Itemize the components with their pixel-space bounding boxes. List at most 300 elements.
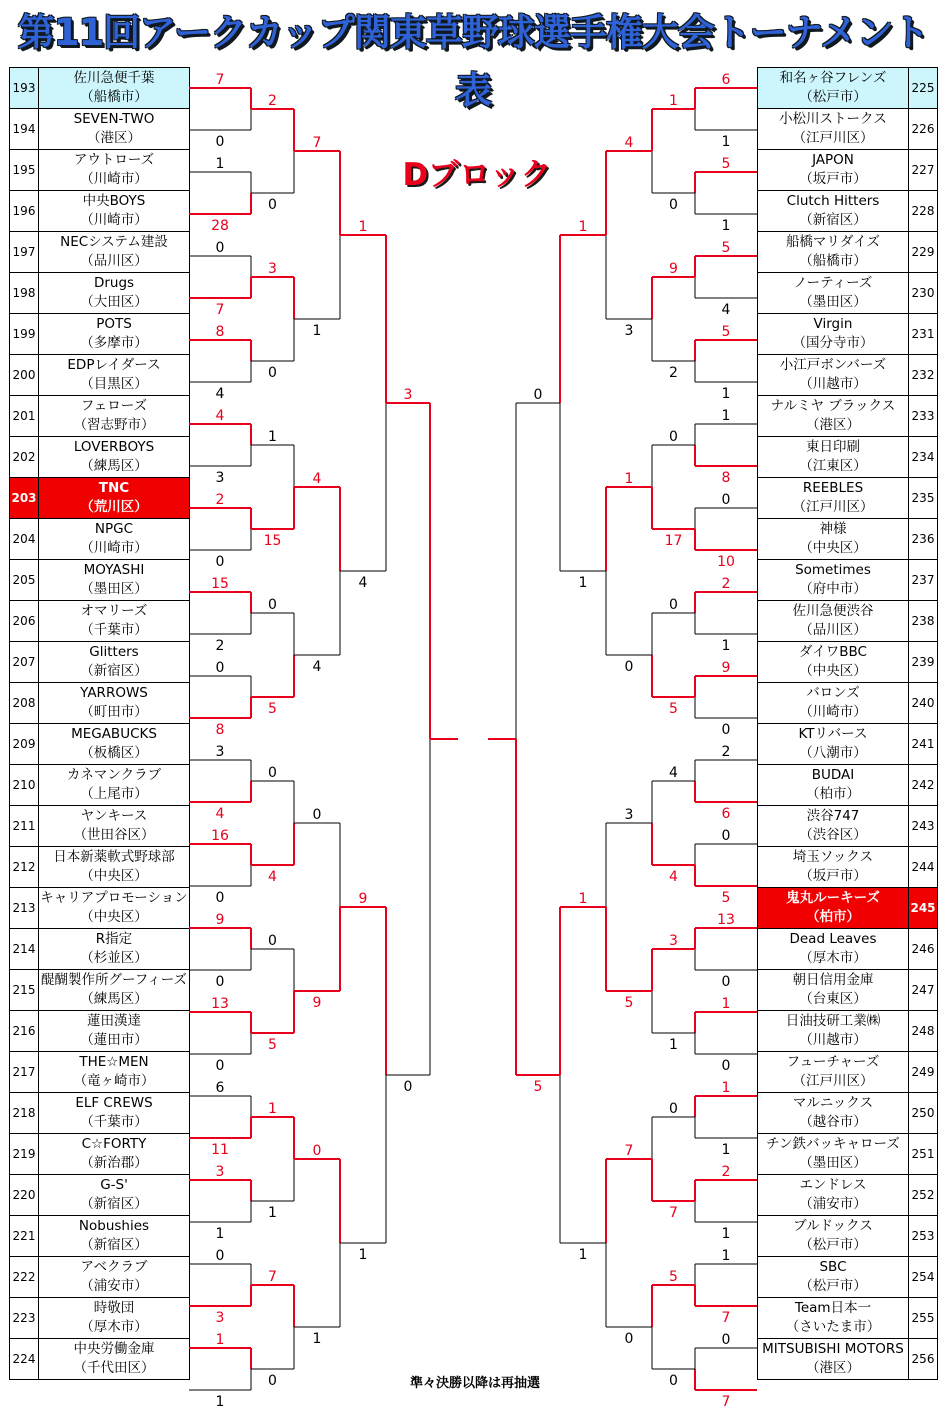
team-name: 醍醐製作所グーフィーズ bbox=[40, 972, 188, 988]
score-label: 1 bbox=[578, 219, 588, 235]
team-number: 236 bbox=[909, 519, 938, 560]
score-label: 0 bbox=[721, 974, 731, 990]
score-label: 7 bbox=[312, 135, 322, 151]
team-number: 256 bbox=[909, 1339, 938, 1380]
team-city: （坂戸市） bbox=[799, 868, 867, 884]
team-city: （府中市） bbox=[799, 581, 867, 597]
team-city: （越谷市） bbox=[799, 1114, 867, 1130]
team-city: （台東区） bbox=[799, 991, 867, 1007]
score-label: 0 bbox=[624, 1331, 634, 1347]
score-label: 5 bbox=[721, 156, 731, 172]
team-name: 日油技研工業㈱ bbox=[785, 1013, 881, 1029]
team-number: 217 bbox=[10, 1052, 39, 1093]
score-label: 2 bbox=[215, 638, 225, 654]
team-name: MEGABUCKS bbox=[71, 726, 157, 742]
team-number: 204 bbox=[10, 519, 39, 560]
score-label: 1 bbox=[721, 134, 731, 150]
score-label: 0 bbox=[721, 828, 731, 844]
team-number: 213 bbox=[10, 888, 39, 929]
score-label: 7 bbox=[215, 302, 225, 318]
team-city: （柏市） bbox=[806, 786, 860, 802]
team-name: YARROWS bbox=[80, 685, 148, 701]
team-number: 247 bbox=[909, 970, 938, 1011]
score-label: 4 bbox=[215, 386, 225, 402]
score-label: 4 bbox=[624, 135, 634, 151]
team-city: （墨田区） bbox=[799, 294, 867, 310]
score-label: 1 bbox=[721, 386, 731, 402]
score-label: 1 bbox=[215, 1332, 225, 1348]
score-label: 3 bbox=[215, 744, 225, 760]
team-name: フェローズ bbox=[80, 398, 148, 414]
team-number: 207 bbox=[10, 642, 39, 683]
team-number: 221 bbox=[10, 1216, 39, 1257]
score-label: 1 bbox=[721, 1248, 731, 1264]
team-number: 254 bbox=[909, 1257, 938, 1298]
team-number: 249 bbox=[909, 1052, 938, 1093]
team-number: 223 bbox=[10, 1298, 39, 1339]
team-city: （港区） bbox=[806, 417, 860, 433]
team-number: 250 bbox=[909, 1093, 938, 1134]
score-label: 0 bbox=[669, 1101, 678, 1117]
score-label: 0 bbox=[215, 890, 225, 906]
score-label: 1 bbox=[312, 323, 322, 339]
score-label: 0 bbox=[721, 492, 731, 508]
team-name: ナルミヤ ブラックス bbox=[770, 398, 896, 414]
team-number: 194 bbox=[10, 109, 39, 150]
team-number: 255 bbox=[909, 1298, 938, 1339]
team-city: （国分寺市） bbox=[792, 335, 874, 351]
score-label: 3 bbox=[669, 933, 678, 949]
score-label: 1 bbox=[721, 996, 731, 1012]
team-number: 239 bbox=[909, 642, 938, 683]
score-label: 0 bbox=[215, 240, 225, 256]
team-name: ブルドックス bbox=[793, 1218, 873, 1234]
team-city: （川崎市） bbox=[80, 212, 148, 228]
team-number: 214 bbox=[10, 929, 39, 970]
score-label: 5 bbox=[721, 240, 731, 256]
team-number: 234 bbox=[909, 437, 938, 478]
team-number: 215 bbox=[10, 970, 39, 1011]
score-label: 0 bbox=[215, 134, 225, 150]
score-label: 2 bbox=[721, 744, 731, 760]
score-label: 4 bbox=[215, 806, 225, 822]
team-city: （墨田区） bbox=[80, 581, 148, 597]
score-label: 28 bbox=[211, 218, 229, 234]
page-title: 第11回アークカップ関東草野球選手権大会トーナメント表 bbox=[17, 11, 929, 112]
score-label: 5 bbox=[268, 701, 277, 717]
score-label: 1 bbox=[669, 1037, 678, 1053]
score-label: 7 bbox=[268, 1269, 277, 1285]
score-label: 1 bbox=[358, 1247, 368, 1263]
score-label: 1 bbox=[578, 1247, 588, 1263]
team-city: （厚木市） bbox=[80, 1319, 148, 1335]
team-number: 193 bbox=[10, 68, 39, 109]
team-city: （浦安市） bbox=[80, 1278, 148, 1294]
team-name: POTS bbox=[96, 316, 132, 332]
team-name: 朝日信用金庫 bbox=[792, 972, 874, 988]
team-number: 235 bbox=[909, 478, 938, 519]
score-label: 0 bbox=[721, 1332, 731, 1348]
score-label: 5 bbox=[721, 890, 731, 906]
team-city: （川崎市） bbox=[80, 540, 148, 556]
score-label: 1 bbox=[215, 1394, 225, 1410]
score-label: 3 bbox=[215, 1310, 225, 1326]
team-city: （蓮田市） bbox=[80, 1032, 148, 1048]
score-label: 0 bbox=[624, 659, 634, 675]
team-name: C☆FORTY bbox=[81, 1136, 147, 1152]
team-name: 小松川ストークス bbox=[779, 111, 887, 127]
team-city: （江戸川区） bbox=[792, 499, 874, 515]
score-label: 1 bbox=[312, 1331, 322, 1347]
team-number: 202 bbox=[10, 437, 39, 478]
team-city: （港区） bbox=[806, 1360, 860, 1376]
team-city: （板橋区） bbox=[80, 745, 148, 761]
score-label: 0 bbox=[215, 1058, 225, 1074]
score-label: 5 bbox=[669, 701, 678, 717]
team-name: 船橋マリダイズ bbox=[785, 234, 881, 250]
score-label: 1 bbox=[721, 1080, 731, 1096]
team-number: 233 bbox=[909, 396, 938, 437]
team-number: 198 bbox=[10, 273, 39, 314]
score-label: 0 bbox=[215, 974, 225, 990]
team-number: 203 bbox=[10, 478, 39, 519]
team-name: ヤンキース bbox=[80, 808, 148, 824]
score-label: 7 bbox=[215, 72, 225, 88]
score-label: 6 bbox=[721, 72, 731, 88]
team-name: 神様 bbox=[819, 521, 847, 537]
team-number: 244 bbox=[909, 847, 938, 888]
team-number: 208 bbox=[10, 683, 39, 724]
team-number: 253 bbox=[909, 1216, 938, 1257]
team-number: 209 bbox=[10, 724, 39, 765]
score-label: 6 bbox=[721, 806, 731, 822]
team-name: カネマンクラブ bbox=[66, 767, 162, 783]
score-label: 0 bbox=[215, 1248, 225, 1264]
team-name: ノーティーズ bbox=[793, 275, 873, 291]
team-city: （川越市） bbox=[799, 376, 867, 392]
team-city: （千葉市） bbox=[80, 1114, 148, 1130]
team-city: （中央区） bbox=[80, 909, 148, 925]
team-city: （船橋市） bbox=[799, 253, 867, 269]
team-name: BUDAI bbox=[811, 767, 855, 783]
score-label: 7 bbox=[721, 1310, 731, 1326]
score-label: 16 bbox=[211, 828, 229, 844]
team-number: 199 bbox=[10, 314, 39, 355]
team-city: （川崎市） bbox=[80, 171, 148, 187]
team-name: 小江戸ボンバーズ bbox=[779, 357, 887, 373]
team-name: 埼玉ソックス bbox=[792, 849, 874, 865]
score-label: 0 bbox=[268, 597, 277, 613]
score-label: 4 bbox=[312, 471, 322, 487]
team-name: Team日本一 bbox=[794, 1300, 872, 1316]
team-city: （中央区） bbox=[799, 663, 867, 679]
score-label: 1 bbox=[215, 1226, 225, 1242]
team-name: Sometimes bbox=[795, 562, 871, 578]
team-city: （千代田区） bbox=[73, 1360, 155, 1376]
score-label: 4 bbox=[268, 869, 277, 885]
team-name: MITSUBISHI MOTORS bbox=[762, 1341, 904, 1357]
team-name: SEVEN-TWO bbox=[73, 111, 155, 127]
team-name: マルニックス bbox=[792, 1095, 874, 1111]
team-city: （荒川区） bbox=[80, 499, 148, 515]
team-number: 197 bbox=[10, 232, 39, 273]
score-label: 11 bbox=[211, 1142, 229, 1158]
score-label: 2 bbox=[215, 492, 225, 508]
team-name: 時敬団 bbox=[93, 1300, 135, 1316]
team-name: TNC bbox=[98, 480, 130, 496]
score-label: 3 bbox=[624, 323, 634, 339]
score-label: 10 bbox=[717, 554, 735, 570]
team-city: （墨田区） bbox=[799, 1155, 867, 1171]
team-number: 211 bbox=[10, 806, 39, 847]
team-name: LOVERBOYS bbox=[73, 439, 155, 455]
team-name: 蓮田漢達 bbox=[87, 1013, 141, 1029]
score-label: 0 bbox=[403, 1079, 413, 1095]
team-name: チン鉄バッキャローズ bbox=[766, 1136, 900, 1152]
team-name: EDPレイダース bbox=[67, 357, 161, 373]
team-city: （千葉市） bbox=[80, 622, 148, 638]
score-label: 0 bbox=[268, 765, 277, 781]
score-label: 1 bbox=[578, 575, 588, 591]
team-city: （竜ヶ崎市） bbox=[73, 1073, 155, 1089]
team-city: （坂戸市） bbox=[799, 171, 867, 187]
team-number: 212 bbox=[10, 847, 39, 888]
team-city: （町田市） bbox=[80, 704, 148, 720]
score-label: 1 bbox=[721, 1226, 731, 1242]
team-city: （松戸市） bbox=[799, 1237, 867, 1253]
team-name: G-S' bbox=[100, 1177, 128, 1193]
score-label: 5 bbox=[721, 324, 731, 340]
team-number: 241 bbox=[909, 724, 938, 765]
team-city: （練馬区） bbox=[80, 991, 148, 1007]
score-label: 1 bbox=[624, 471, 634, 487]
team-name: 佐川急便渋谷 bbox=[792, 603, 874, 619]
score-label: 9 bbox=[312, 995, 322, 1011]
team-name: 佐川急便千葉 bbox=[73, 70, 155, 86]
team-city: （さいたま市） bbox=[785, 1319, 881, 1335]
score-label: 5 bbox=[624, 995, 634, 1011]
team-city: （港区） bbox=[87, 130, 141, 146]
score-label: 0 bbox=[669, 597, 678, 613]
team-number: 227 bbox=[909, 150, 938, 191]
team-name: フューチャーズ bbox=[786, 1054, 880, 1070]
score-label: 1 bbox=[721, 1142, 731, 1158]
score-label: 4 bbox=[215, 408, 225, 424]
team-name: MOYASHI bbox=[83, 562, 145, 578]
score-label: 1 bbox=[669, 93, 678, 109]
team-name: Drugs bbox=[93, 275, 135, 291]
score-label: 0 bbox=[215, 554, 225, 570]
score-label: 15 bbox=[211, 576, 229, 592]
score-label: 2 bbox=[669, 365, 678, 381]
team-number: 245 bbox=[909, 888, 938, 929]
team-name: アウトローズ bbox=[73, 152, 155, 168]
team-city: （松戸市） bbox=[799, 89, 867, 105]
score-label: 7 bbox=[624, 1143, 634, 1159]
team-city: （多摩市） bbox=[80, 335, 148, 351]
team-number: 231 bbox=[909, 314, 938, 355]
team-name: NPGC bbox=[94, 521, 134, 537]
score-label: 4 bbox=[312, 659, 322, 675]
team-name: Nobushies bbox=[78, 1218, 150, 1234]
team-number: 246 bbox=[909, 929, 938, 970]
team-city: （浦安市） bbox=[799, 1196, 867, 1212]
team-number: 220 bbox=[10, 1175, 39, 1216]
team-number: 196 bbox=[10, 191, 39, 232]
team-number: 219 bbox=[10, 1134, 39, 1175]
score-label: 1 bbox=[578, 891, 588, 907]
team-city: （上尾市） bbox=[80, 786, 148, 802]
team-name: バロンズ bbox=[806, 685, 860, 701]
score-label: 0 bbox=[721, 1058, 731, 1074]
team-city: （渋谷区） bbox=[799, 827, 867, 843]
team-name: REEBLES bbox=[802, 480, 864, 496]
team-name: 中央労働金庫 bbox=[73, 1341, 155, 1357]
team-city: （新宿区） bbox=[80, 663, 148, 679]
team-number: 195 bbox=[10, 150, 39, 191]
score-label: 0 bbox=[721, 722, 731, 738]
team-city: （新宿区） bbox=[799, 212, 867, 228]
team-name: KTリバース bbox=[798, 726, 868, 742]
score-label: 3 bbox=[215, 1164, 225, 1180]
score-label: 1 bbox=[721, 408, 731, 424]
score-label: 13 bbox=[717, 912, 735, 928]
team-number: 243 bbox=[909, 806, 938, 847]
team-city: （中央区） bbox=[799, 540, 867, 556]
score-label: 0 bbox=[312, 1143, 322, 1159]
team-number: 232 bbox=[909, 355, 938, 396]
team-city: （習志野市） bbox=[73, 417, 155, 433]
team-number: 201 bbox=[10, 396, 39, 437]
team-number: 248 bbox=[909, 1011, 938, 1052]
team-name: Clutch Hitters bbox=[786, 193, 880, 209]
score-label: 3 bbox=[624, 807, 634, 823]
score-label: 1 bbox=[268, 1205, 277, 1221]
team-city: （江戸川区） bbox=[792, 130, 874, 146]
score-label: 3 bbox=[215, 470, 225, 486]
score-label: 1 bbox=[215, 156, 225, 172]
team-city: （江東区） bbox=[799, 458, 867, 474]
team-number: 216 bbox=[10, 1011, 39, 1052]
score-label: 2 bbox=[721, 1164, 731, 1180]
team-number: 240 bbox=[909, 683, 938, 724]
team-number: 200 bbox=[10, 355, 39, 396]
team-city: （江戸川区） bbox=[792, 1073, 874, 1089]
score-label: 7 bbox=[721, 1394, 731, 1410]
team-name: 東日印刷 bbox=[806, 439, 860, 455]
team-city: （世田谷区） bbox=[73, 827, 155, 843]
score-label: 0 bbox=[312, 807, 322, 823]
team-city: （川崎市） bbox=[799, 704, 867, 720]
team-city: （船橋市） bbox=[80, 89, 148, 105]
team-name: SBC bbox=[819, 1259, 847, 1275]
score-label: 8 bbox=[215, 722, 225, 738]
team-city: （目黒区） bbox=[80, 376, 148, 392]
score-label: 2 bbox=[268, 93, 277, 109]
score-label: 4 bbox=[721, 302, 731, 318]
team-city: （大田区） bbox=[80, 294, 148, 310]
team-number: 225 bbox=[909, 68, 938, 109]
team-name: THE☆MEN bbox=[79, 1054, 149, 1070]
team-city: （品川区） bbox=[80, 253, 148, 269]
team-name: Glitters bbox=[89, 644, 139, 660]
score-label: 2 bbox=[721, 576, 731, 592]
score-label: 1 bbox=[721, 218, 731, 234]
team-name: Virgin bbox=[813, 316, 853, 332]
block-label: Dブロック bbox=[402, 157, 552, 193]
team-name: ELF CREWS bbox=[75, 1095, 153, 1111]
score-label: 0 bbox=[215, 660, 225, 676]
team-name: 日本新薬軟式野球部 bbox=[53, 849, 175, 865]
score-label: 1 bbox=[268, 429, 277, 445]
team-city: （松戸市） bbox=[799, 1278, 867, 1294]
score-label: 0 bbox=[268, 197, 277, 213]
score-label: 4 bbox=[669, 765, 678, 781]
team-city: （八潮市） bbox=[799, 745, 867, 761]
team-city: （柏市） bbox=[806, 909, 860, 925]
score-label: 5 bbox=[533, 1079, 543, 1095]
team-name: 鬼丸ルーキーズ bbox=[786, 890, 880, 906]
redraw-note: 準々決勝以降は再抽選 bbox=[409, 1376, 540, 1391]
team-name: オマリーズ bbox=[80, 603, 148, 619]
team-city: （杉並区） bbox=[80, 950, 148, 966]
team-number: 237 bbox=[909, 560, 938, 601]
score-label: 3 bbox=[268, 261, 277, 277]
team-name: JAPON bbox=[812, 152, 854, 168]
team-number: 228 bbox=[909, 191, 938, 232]
team-number: 205 bbox=[10, 560, 39, 601]
team-name: エンドレス bbox=[799, 1177, 867, 1193]
score-label: 0 bbox=[533, 387, 543, 403]
score-label: 8 bbox=[215, 324, 225, 340]
score-label: 1 bbox=[358, 219, 368, 235]
team-number: 222 bbox=[10, 1257, 39, 1298]
team-name: 中央BOYS bbox=[82, 193, 146, 209]
team-number: 206 bbox=[10, 601, 39, 642]
score-label: 0 bbox=[268, 365, 277, 381]
score-label: 3 bbox=[403, 387, 413, 403]
team-name: Dead Leaves bbox=[789, 931, 877, 947]
score-label: 4 bbox=[669, 869, 678, 885]
score-label: 5 bbox=[268, 1037, 277, 1053]
score-label: 7 bbox=[669, 1205, 678, 1221]
score-label: 13 bbox=[211, 996, 229, 1012]
team-city: （品川区） bbox=[799, 622, 867, 638]
team-name: アベクラブ bbox=[80, 1259, 148, 1275]
score-label: 1 bbox=[721, 638, 731, 654]
team-city: （中央区） bbox=[80, 868, 148, 884]
score-label: 5 bbox=[669, 1269, 678, 1285]
score-label: 0 bbox=[268, 1373, 277, 1389]
score-label: 9 bbox=[358, 891, 368, 907]
team-name: R指定 bbox=[95, 931, 133, 947]
team-city: （新宿区） bbox=[80, 1237, 148, 1253]
team-number: 252 bbox=[909, 1175, 938, 1216]
team-city: （新治郡） bbox=[80, 1155, 148, 1171]
team-number: 229 bbox=[909, 232, 938, 273]
team-number: 238 bbox=[909, 601, 938, 642]
team-name: 渋谷747 bbox=[806, 808, 860, 824]
team-number: 242 bbox=[909, 765, 938, 806]
team-city: （新宿区） bbox=[80, 1196, 148, 1212]
team-number: 226 bbox=[909, 109, 938, 150]
score-label: 0 bbox=[669, 197, 678, 213]
score-label: 0 bbox=[268, 933, 277, 949]
score-label: 15 bbox=[263, 533, 282, 549]
team-number: 230 bbox=[909, 273, 938, 314]
team-number: 210 bbox=[10, 765, 39, 806]
score-label: 0 bbox=[669, 429, 678, 445]
